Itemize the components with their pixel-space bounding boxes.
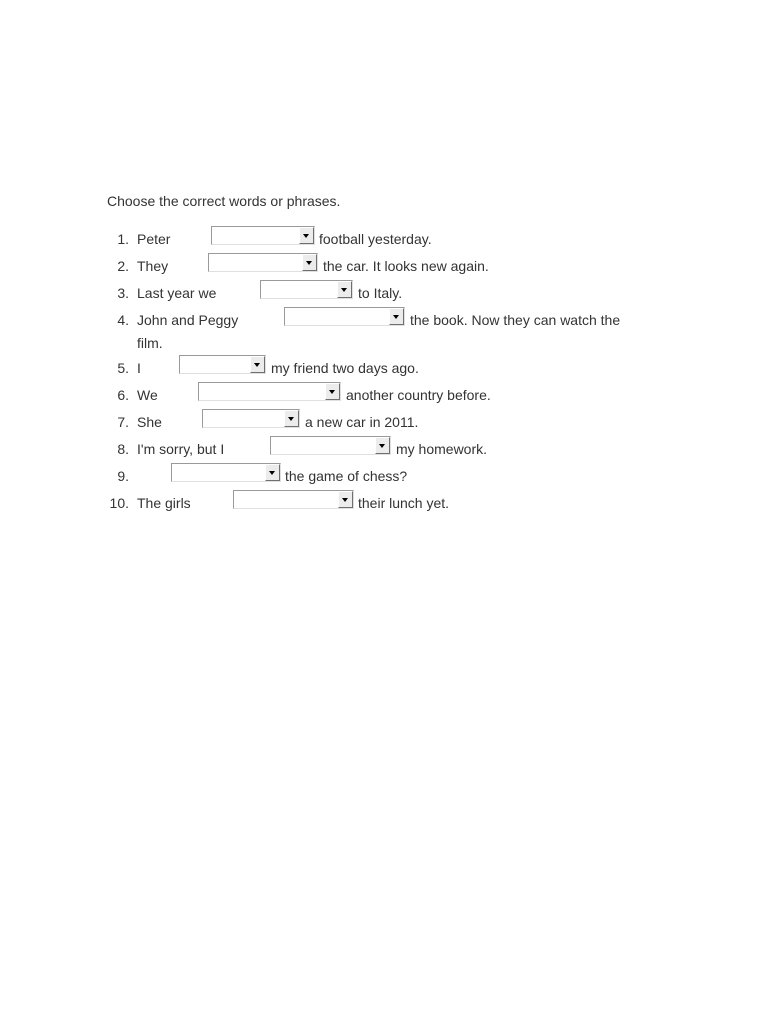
chevron-down-icon[interactable] [299,227,314,244]
question-6 [0,385,768,405]
question-number: 10. [109,495,129,511]
question-subject: Peter [137,231,171,247]
answer-dropdown-10[interactable] [233,490,354,509]
chevron-down-icon[interactable] [375,437,390,454]
question-10 [0,493,768,513]
answer-dropdown-1[interactable] [211,226,315,245]
question-number: 2. [117,258,129,274]
question-4 [0,310,768,351]
question-subject: John and Peggy [137,312,239,328]
question-subject: Last year we [137,285,217,301]
chevron-down-icon[interactable] [250,356,265,373]
question-1 [0,229,768,249]
question-subject: She [137,414,162,430]
question-text-after: another country before. [346,387,491,403]
question-text-continuation: film. [137,335,163,351]
question-number: 3. [117,285,129,301]
answer-dropdown-3[interactable] [260,280,353,299]
question-subject: They [137,258,169,274]
answer-dropdown-8[interactable] [270,436,391,455]
chevron-down-icon[interactable] [325,383,340,400]
chevron-down-icon[interactable] [284,410,299,427]
question-text-after: football yesterday. [319,231,432,247]
answer-dropdown-9[interactable] [171,463,281,482]
question-subject: I [137,360,141,376]
question-8 [0,439,768,459]
answer-dropdown-2[interactable] [208,253,318,272]
answer-dropdown-7[interactable] [202,409,300,428]
question-number: 4. [117,312,129,328]
instructions: Choose the correct words or phrases. [107,193,341,209]
question-subject: I'm sorry, but I [137,441,225,457]
chevron-down-icon[interactable] [302,254,317,271]
question-subject: The girls [137,495,191,511]
question-text-after: my friend two days ago. [271,360,419,376]
question-text-after: to Italy. [358,285,403,301]
question-number: 8. [117,441,129,457]
question-subject: We [137,387,158,403]
question-text-after: the book. Now they can watch the [410,312,621,328]
answer-dropdown-5[interactable] [179,355,266,374]
question-text-after: their lunch yet. [358,495,450,511]
question-5 [0,358,768,378]
question-number: 1. [117,231,129,247]
chevron-down-icon[interactable] [265,464,280,481]
question-text-after: the car. It looks new again. [323,258,489,274]
question-text-after: a new car in 2011. [305,414,419,430]
question-2 [0,256,768,276]
question-number: 7. [117,414,129,430]
question-number: 6. [117,387,129,403]
answer-dropdown-4[interactable] [284,307,405,326]
question-3 [0,283,768,303]
question-text-after: my homework. [396,441,488,457]
chevron-down-icon[interactable] [337,281,352,298]
chevron-down-icon[interactable] [389,308,404,325]
chevron-down-icon[interactable] [338,491,353,508]
question-text-after: the game of chess? [285,468,408,484]
question-9 [0,466,768,486]
question-number: 9. [117,468,129,484]
question-number: 5. [117,360,129,376]
question-7 [0,412,768,432]
answer-dropdown-6[interactable] [198,382,341,401]
